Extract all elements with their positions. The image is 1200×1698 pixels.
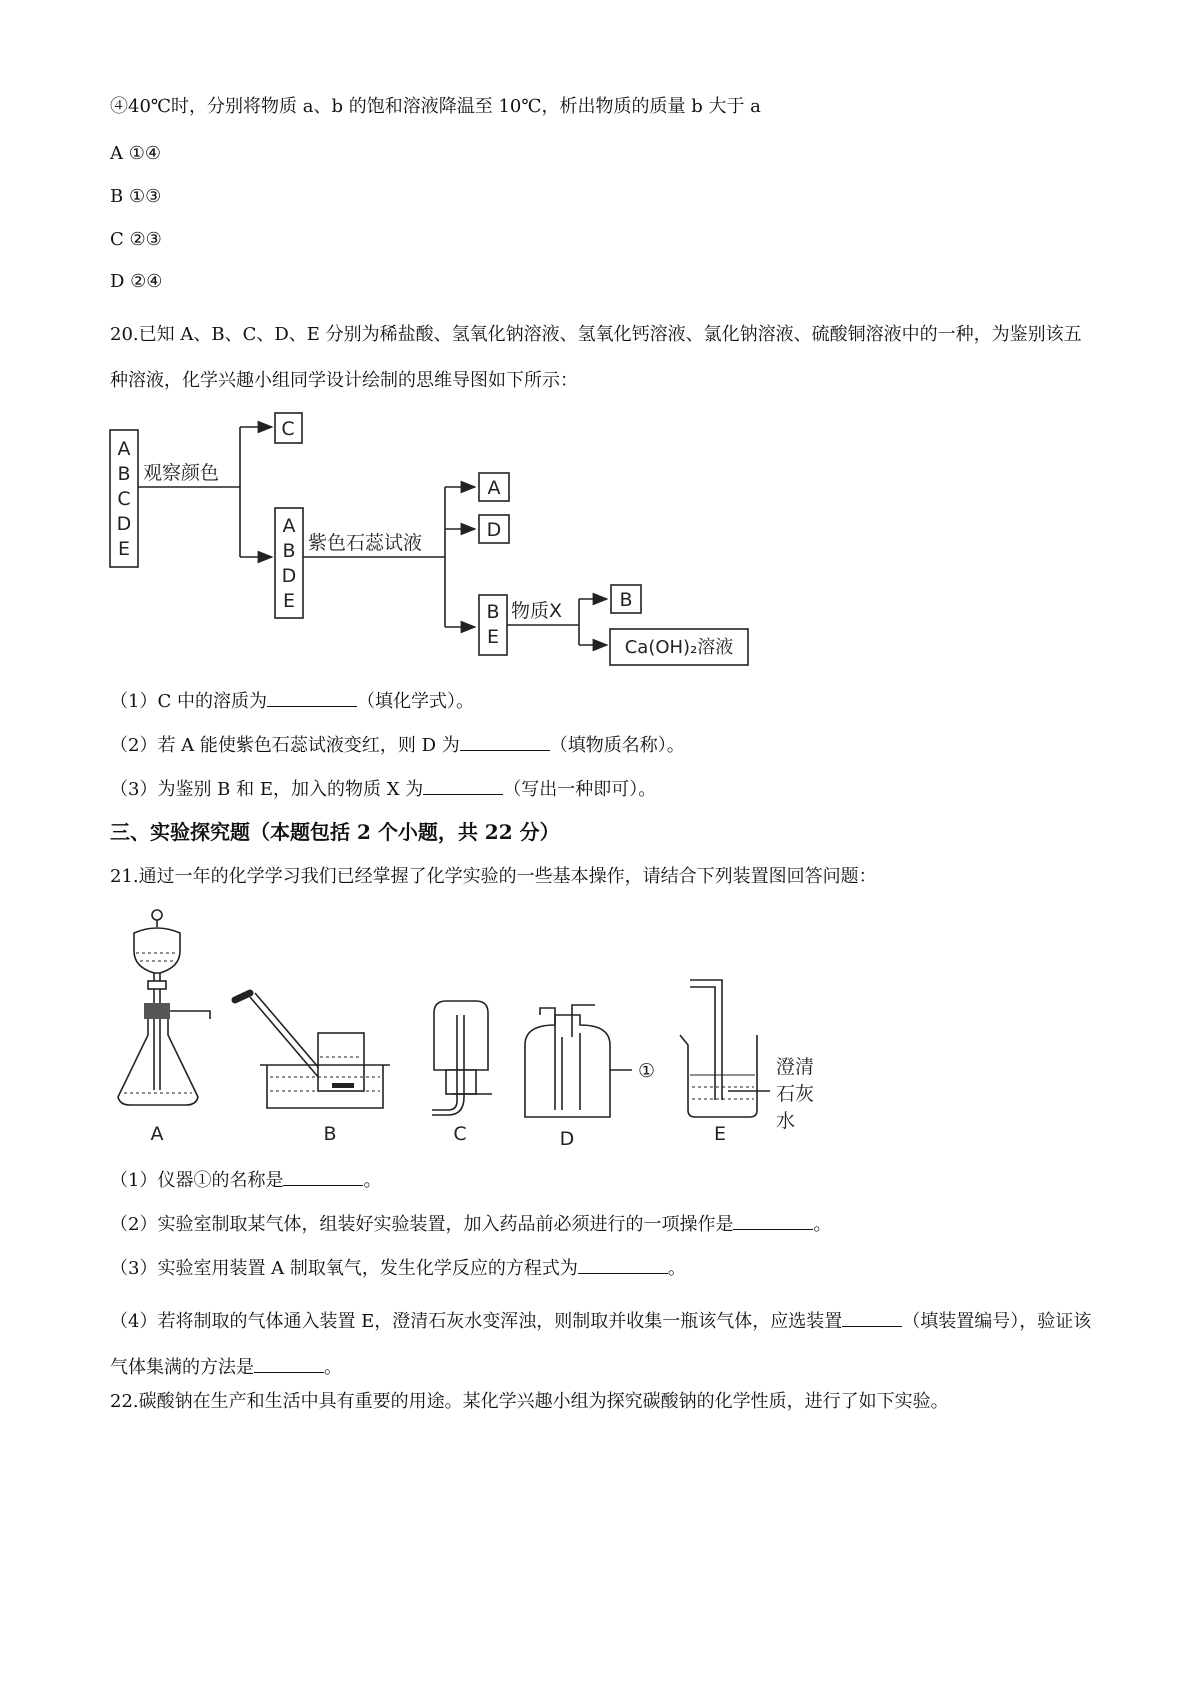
out-b: B	[619, 589, 633, 611]
step-litmus: 紫色石蕊试液	[308, 532, 423, 554]
answer-blank[interactable]	[254, 1354, 324, 1373]
step-observe-color: 观察颜色	[143, 462, 220, 484]
q20-flow-diagram	[105, 405, 765, 675]
g1-a: A	[117, 438, 131, 460]
out-c: C	[281, 418, 295, 440]
answer-blank[interactable]	[267, 688, 357, 707]
limewater-1: 澄清	[776, 1056, 815, 1078]
g3-e: E	[486, 626, 500, 648]
q19-option-a: A ①④	[110, 143, 161, 164]
g1-d: D	[116, 513, 132, 535]
label-a: A	[150, 1123, 164, 1145]
out-a: A	[487, 477, 501, 499]
q20-sub3: （3）为鉴别 B 和 E，加入的物质 X 为 （写出一种即可）。	[110, 776, 656, 804]
q19-option-c: C ②③	[110, 229, 162, 250]
answer-blank[interactable]	[283, 1167, 363, 1186]
q21-apparatus-figure	[110, 905, 860, 1150]
answer-blank[interactable]	[842, 1308, 902, 1327]
g2-b: B	[282, 540, 296, 562]
label-b: B	[323, 1123, 337, 1145]
q19-option-d: D ②④	[110, 271, 163, 292]
q22-intro: 22.碳酸钠在生产和生活中具有重要的用途。某化学兴趣小组为探究碳酸钠的化学性质，进行了如下实验。	[110, 1391, 949, 1412]
q21-sub2: （2）实验室制取某气体，组装好实验装置，加入药品前必须进行的一项操作是 。	[110, 1211, 831, 1239]
g3-b: B	[486, 601, 500, 623]
q20-sub1: （1）C 中的溶质为 （填化学式）。	[110, 688, 474, 716]
out-caoh2: Ca(OH)₂溶液	[624, 637, 734, 658]
q20-sub2: （2）若 A 能使紫色石蕊试液变红，则 D 为 （填物质名称）。	[110, 732, 685, 760]
g2-a: A	[282, 515, 296, 537]
label-c: C	[453, 1123, 467, 1145]
answer-blank[interactable]	[578, 1255, 668, 1274]
answer-blank[interactable]	[733, 1211, 813, 1230]
q21-intro: 21.通过一年的化学学习我们已经掌握了化学实验的一些基本操作，请结合下列装置图回答问题：	[110, 866, 877, 887]
q21-sub4: （4）若将制取的气体通入装置 E，澄清石灰水变浑浊，则制取并收集一瓶该气体，应选装置 （填装置编号），验证该气体集满的方法是 。	[110, 1299, 1095, 1391]
g1-c: C	[117, 488, 131, 510]
answer-blank[interactable]	[423, 776, 503, 795]
q21-sub3: （3）实验室用装置 A 制取氧气，发生化学反应的方程式为 。	[110, 1255, 686, 1283]
limewater-3: 水	[776, 1110, 796, 1132]
apparatus-d	[525, 1005, 655, 1150]
section-3-title: 三、实验探究题（本题包括 2 个小题，共 22 分）	[110, 820, 560, 844]
answer-blank[interactable]	[460, 732, 550, 751]
g1-e: E	[117, 538, 131, 560]
limewater-2: 石灰	[776, 1083, 815, 1105]
q20-intro: 20.已知 A、B、C、D、E 分别为稀盐酸、氢氧化钠溶液、氢氧化钙溶液、氯化钠溶液、硫酸铜溶液中的一种，为鉴别该五种溶液，化学兴趣小组同学设计绘制的思维导图如下所示：	[110, 324, 1082, 391]
apparatus-b	[235, 993, 390, 1145]
apparatus-e	[680, 980, 814, 1145]
step-substance-x: 物质X	[511, 600, 563, 622]
marker-1: ①	[638, 1060, 656, 1082]
g1-b: B	[117, 463, 131, 485]
q19-statement-4: ④40℃时，分别将物质 a、b 的饱和溶液降温至 10℃，析出物质的质量 b 大于 a	[110, 96, 761, 117]
out-d: D	[486, 519, 502, 541]
label-e: E	[713, 1123, 727, 1145]
q21-sub1: （1）仪器①的名称是 。	[110, 1167, 381, 1195]
apparatus-c	[432, 1001, 492, 1145]
g2-d: D	[281, 565, 297, 587]
label-d: D	[559, 1128, 575, 1150]
q19-option-b: B ①③	[110, 186, 162, 207]
apparatus-a	[118, 910, 210, 1145]
g2-e: E	[282, 590, 296, 612]
